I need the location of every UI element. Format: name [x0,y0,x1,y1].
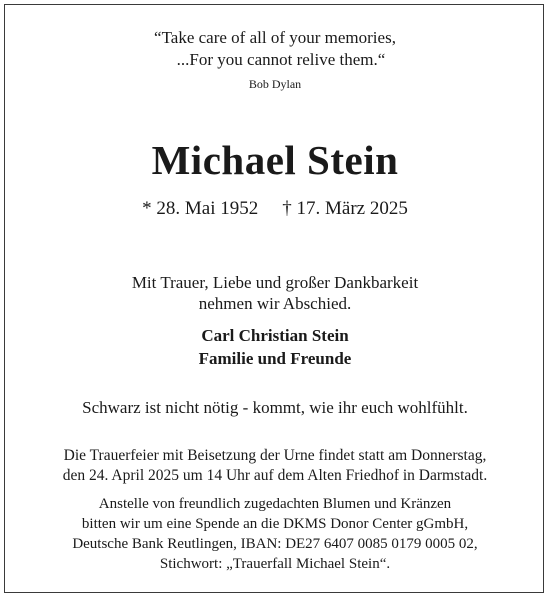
donation-line-1: Anstelle von freundlich zugedachten Blumen und Kränzen [98,496,452,512]
quote-author: Bob Dylan [248,77,302,91]
birth-date: * 28. Mai 1952 [142,198,259,219]
farewell-line-1: Mit Trauer, Liebe und großer Dankbarkeit [131,273,419,292]
mourner-line-1: Carl Christian Stein [201,326,349,345]
life-dates [0,197,550,221]
death-date: † 17. März 2025 [282,198,408,219]
ceremony-info [0,446,550,486]
dress-code-note: Schwarz ist nicht nötig - kommt, wie ihr euch wohlfühlt. [82,398,468,417]
donation-info [0,494,550,574]
farewell-text [0,272,550,314]
donation-line-3: Deutsche Bank Reutlingen, IBAN: DE27 6407 0085 0179 0005 02, [72,536,478,552]
quote-line-2: ...For you cannot relive them.“ [176,50,386,69]
donation-line-4: Stichwort: „Trauerfall Michael Stein“. [159,556,391,572]
farewell-line-2: nehmen wir Abschied. [198,294,352,313]
ceremony-line-2: den 24. April 2025 um 14 Uhr auf dem Alten Friedhof in Darmstadt. [62,467,488,484]
ceremony-line-1: Die Trauerfeier mit Beisetzung der Urne findet statt am Donnerstag, [63,447,487,464]
mourner-line-2: Familie und Freunde [198,349,352,368]
deceased-name: Michael Stein [151,137,399,183]
mourners [0,325,550,371]
donation-line-2: bitten wir um eine Spende an die DKMS Donor Center gGmbH, [81,516,469,532]
quote-line-1: “Take care of all of your memories, [154,28,396,47]
